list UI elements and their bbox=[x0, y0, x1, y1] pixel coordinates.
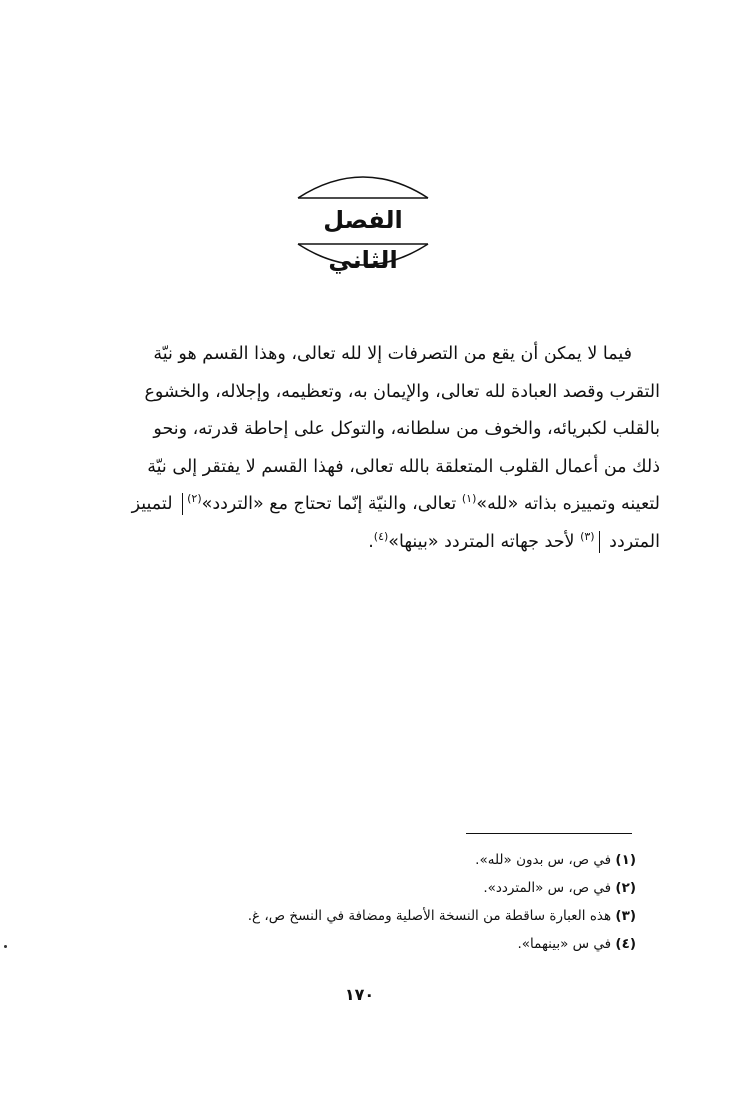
footnotes bbox=[180, 846, 636, 958]
footnote-number: (١) bbox=[615, 852, 636, 868]
chapter-title: الفصل الثاني bbox=[323, 206, 403, 274]
body-line-6 bbox=[80, 524, 660, 562]
body-line-4: ذلك من أعمال القلوب المتعلقة بالله تعالى، فهذا القسم لا يفتقر إلى نيّة bbox=[147, 456, 660, 477]
footnote-number: (٤) bbox=[615, 936, 636, 952]
footnote-3 bbox=[180, 902, 636, 930]
manuscript-page-marker bbox=[182, 493, 183, 515]
body-line-5 bbox=[80, 486, 660, 524]
body-line-3: بالقلب لكبريائه، والخوف من سلطانه، والتوكل على إحاطة قدرته، ونحو bbox=[153, 419, 660, 439]
footnote-ref-1[interactable]: (١) bbox=[461, 492, 477, 506]
body-text-segment: لأحد جهاته المتردد «بينها» bbox=[388, 531, 581, 552]
footnote-4 bbox=[180, 930, 636, 958]
chapter-heading bbox=[296, 170, 430, 274]
body-text-segment: لتعينه وتمييزه بذاته «لله» bbox=[476, 494, 660, 514]
footnote-divider bbox=[466, 833, 632, 834]
footnote-number: (٢) bbox=[615, 880, 636, 896]
body-paragraph bbox=[80, 336, 660, 561]
body-text-segment: تعالى، والنيّة إنّما تحتاج مع «التردد» bbox=[201, 494, 462, 514]
body-line-1: فيما لا يمكن أن يقع من التصرفات إلا لله تعالى، وهذا القسم هو نيّة bbox=[153, 344, 632, 364]
footnote-1 bbox=[180, 846, 636, 874]
footnote-text: في ص، س «المتردد». bbox=[483, 880, 616, 896]
footnote-2 bbox=[180, 874, 636, 902]
body-line-2: التقرب وقصد العبادة لله تعالى، والإيمان به، وتعظيمه، وإجلاله، والخشوع bbox=[144, 381, 660, 402]
footnote-text: في س «بينهما». bbox=[517, 936, 616, 952]
body-text-segment: . bbox=[368, 531, 374, 552]
footnote-ref-3[interactable]: (٣) bbox=[580, 529, 595, 543]
body-text-segment: لتمييز bbox=[131, 494, 179, 514]
footnote-text: هذه العبارة ساقطة من النسخة الأصلية ومضافة في النسخ ص، غ. bbox=[247, 908, 616, 924]
footnote-ref-4[interactable]: (٤) bbox=[373, 529, 389, 543]
page-number: ١٧٠ bbox=[344, 985, 375, 1004]
footnote-text: في ص، س بدون «لله». bbox=[475, 852, 616, 868]
footnote-number: (٣) bbox=[615, 908, 636, 924]
footnote-ref-2[interactable]: (٢) bbox=[187, 492, 202, 506]
manuscript-page-marker bbox=[599, 531, 600, 553]
body-text-segment: المتردد bbox=[603, 531, 660, 552]
scan-speck bbox=[4, 945, 7, 948]
